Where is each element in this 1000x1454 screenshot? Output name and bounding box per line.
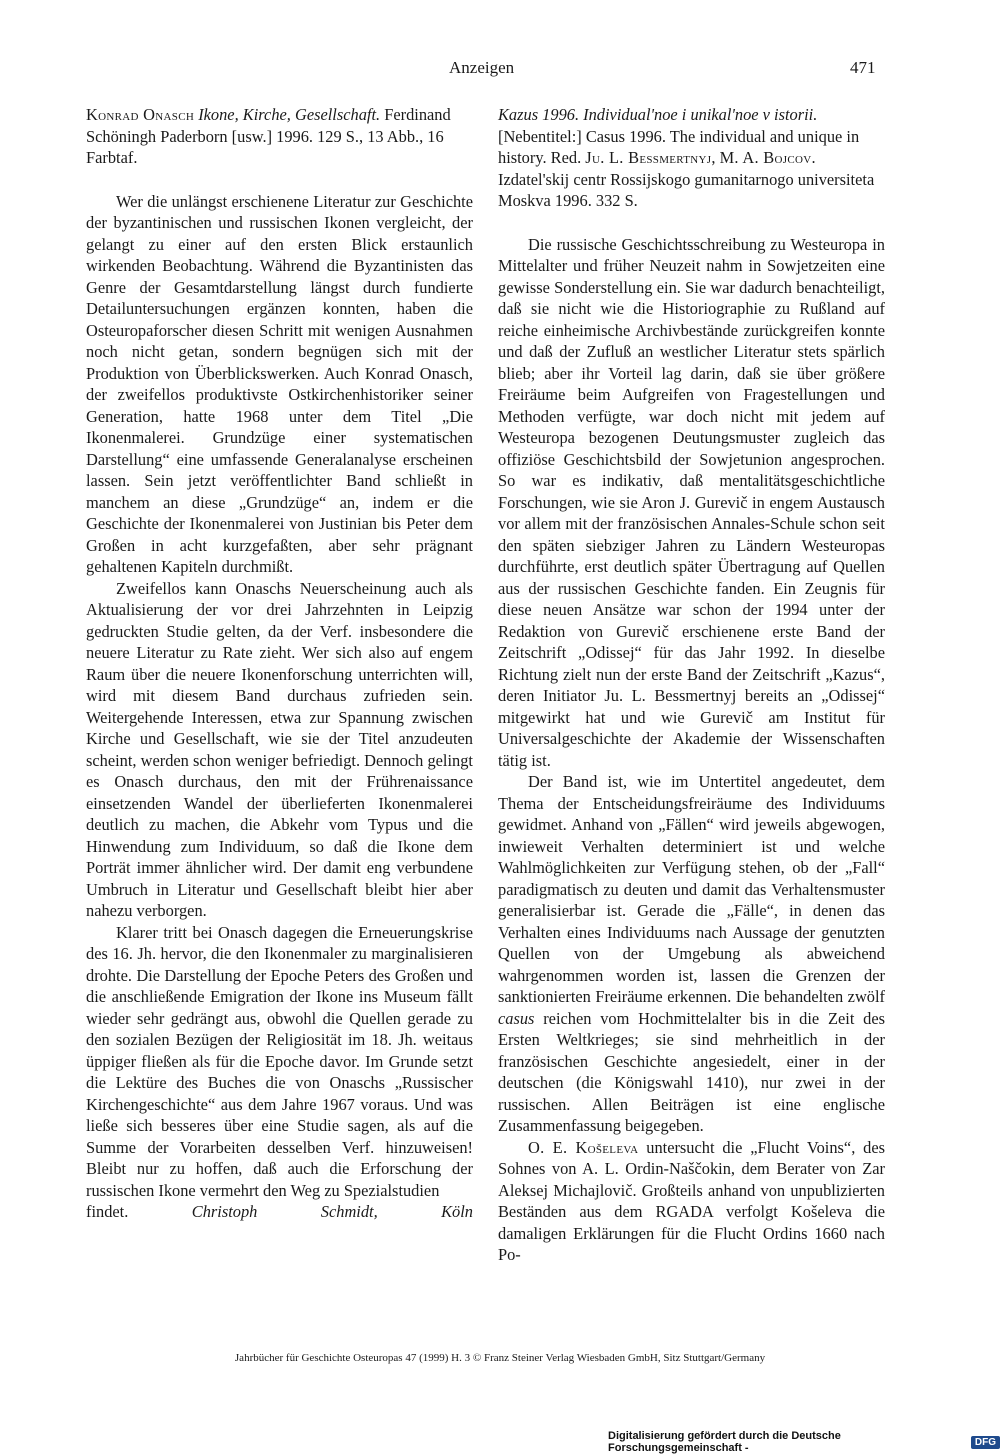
review-paragraph — [498, 1137, 885, 1266]
reviewer-signature: Christoph Schmidt, Köln — [191, 1202, 473, 1221]
contributor-name: O. E. Košeleva — [528, 1137, 639, 1157]
reviewed-publication-details: Ferdinand Schöningh Paderborn [usw.] 1996. 129 S., 13 Abb., 16 Farbtaf. — [86, 105, 451, 167]
journal-footer: Jahrbücher für Geschichte Osteuropas 47 (1999) H. 3 © Franz Steiner Verlag Wiesbaden GmbH, Sitz Stuttgart/Germany — [234, 1352, 766, 1364]
paragraph-text: Der Band ist, wie im Untertitel angedeutet, dem Thema der Entscheidungsfreiräume des Individuums gewidmet. Anhand von „Fällen“ wird jeweils abgewogen, inwieweit Verhalten determiniert ist und welche Wahlmöglichkeiten zur Verfügung stehen, ob der „Fall“ paradigmatisch zu deuten und damit das Verhaltensmuster generalisierbar ist. Gerade die „Fälle“, in denen das Verhalten eines Individuums nach Aussage der genutzten Quellen von der Umgebung als abweichend wahrgenommen worden ist, lassen die Grenzen der sanktionierten Freiräume erkennen. Die behandelten zwölf — [498, 772, 885, 1006]
reviewed-author: Konrad Onasch — [86, 105, 195, 124]
closing-line — [86, 1201, 473, 1223]
review-paragraph — [498, 771, 885, 1137]
running-head — [0, 58, 1000, 84]
editor-separator: , — [711, 148, 720, 167]
review-paragraph: Die russische Geschichtsschreibung zu Westeuropa in Mittelalter und früher Neuzeit nahm in Sowjetzeiten eine gewisse Sonderstellung ein. Sie war dadurch benachteiligt, daß sie nicht wie die Historiographie zu Rußland auf reiche einheimische Archivbestände zurückgreifen konnte und daß der Zufluß an westlicher Literatur stets spärlich blieb; aber ihr Vorteil lag darin, daß sie über größere Freiräume beim Aufgreifen von Fragestellungen und Methoden verfügte, war doch nicht mit jedem auf Westeuropa bezogenen Deutungsmuster zugleich das offiziöse Geschichtsbild der Sowjetunion angesprochen. So war es indikativ, daß mentalitätsgeschichtliche Forschungen, wie sie Aron J. Gurevič in engem Austausch vor allem mit der französischen Annales-Schule schon seit den späten siebziger Jahren zu Ländern Westeuropas durchführte, erst deutlich später Übertragung auf Quellen aus der russischen Geschichte fanden. Ein Zeugnis für diese neuen Ansätze war schon der 1994 unter der Redaktion von Gurevič erschienene erste Band der Zeitschrift „Odissej“ für das Jahr 1992. In dieselbe Richtung zielt nun der erste Band der Zeitschrift „Kazus“, deren Initiator Ju. L. Bessmertnyj bereits an „Odissej“ mitgewirkt hat und wie Gurevič am Institut für Universalgeschichte der Akademie der Wissenschaften tätig ist. — [498, 234, 885, 770]
reviewed-publication-details: [Nebentitel:] Casus 1996. The individual and unique in history. Red. — [498, 126, 860, 167]
review-paragraph: Klarer tritt bei Onasch dagegen die Erneuerungskrise des 16. Jh. hervor, die den Ikonenmaler zu marginalisieren drohte. Die Darstellung der Epoche Peters des Großen und die anschließende Emigration der Ikone ins Museum fällt wieder sehr gedrängt aus, obwohl die Quellen gerade zu den sozialen Bezügen der Religiosität im 18. Jh. weitaus üppiger fließen als für die Epoche davor. Im Grunde setzt die Lektüre des Buches die von Onaschs „Russischer Kirchengeschichte“ aus dem Jahre 1967 voraus. Und was ließe sich besseres über eine Studie sagen, als auf die Summe der Vorarbeiten desselben Verf. hinzuweisen! Bleibt nur zu hoffen, daß auch die Erforschung der russischen Ikone vermehrt den Weg zu Spezialstudien — [86, 922, 473, 1200]
review-paragraph: Zweifellos kann Onaschs Neuerscheinung auch als Aktualisierung der vor drei Jahrzehnten in Leipzig gedruckten Studie gelten, da der Verf. insbesondere die neuere Literatur zu Rate zieht. Wer sich also auf engem Raum über die neuere Ikonenforschung unterrichten will, wird mit diesem Band durchaus zufrieden sein. Weitergehende Interessen, etwa zur Spannung zwischen Kirche und Gesellschaft, wie sie der Titel anzudeuten scheint, werden schon weniger befriedigt. Dennoch gelingt es Onasch durchaus, den mit der Frührenaissance einsetzenden Wandel der überlieferten Ikonenmalerei deutlich zu machen, die Abkehr vom Typus und die Hinwendung zum Individuum, so daß die Ikone dem Porträt immer ähnlicher wird. Der damit eng verbundene Umbruch in Literatur und Gesellschaft bleibt hier aber nahezu verborgen. — [86, 578, 473, 920]
reviewed-publication-details: . Izdatel'skij centr Rossijskogo gumanitarnogo universiteta Moskva 1996. 332 S. — [498, 148, 875, 210]
editor-name: M. A. Bojcov — [719, 148, 812, 167]
closing-word: findet. — [86, 1202, 129, 1221]
reviewed-title: Ikone, Kirche, Gesellschaft. — [198, 105, 381, 124]
digitization-notice — [608, 1430, 1000, 1454]
paragraph-text: untersucht die „Flucht Voins“, des Sohnes von A. L. Ordin-Naščokin, dem Berater von Zar Aleksej Michajlovič. Großteils anhand von unpublizierten Beständen aus dem RGADA verfolgt Košeleva die damaligen Erklärungen für die Flucht Ordins 1660 nach Po- — [498, 1137, 885, 1264]
running-head-title: Anzeigen — [449, 58, 515, 77]
left-column — [86, 104, 473, 1223]
casus-term: casus — [498, 1008, 535, 1028]
review-paragraph: Wer die unlängst erschienene Literatur zur Geschichte der byzantinischen und russischen Ikonen vergleicht, der gelangt zu einer auf den ersten Blick erstaunlich wirkenden Beobachtung. Während die Byzantinisten das Genre der Gesamtdarstellung längst durch fundierte Detailuntersuchungen ergänzen konnten, haben die Osteuropaforscher diesen Schritt mit wenigen Ausnahmen noch nicht getan, sondern begnügen sich mit der Produktion von Überblickswerken. Auch Konrad Onasch, der zweifellos produktivste Ostkirchenhistoriker seiner Generation, hatte 1968 unter dem Titel „Die Ikonenmalerei. Grundzüge einer systematischen Darstellung“ eine umfassende Generalanalyse erscheinen lassen. Sein jetzt veröffentlichter Band schließt in manchem an diese „Grundzüge“ an, indem er die Geschichte der Ikonenmalerei von Justinian bis Peter dem Großen in acht kurzgefaßten, aber sehr prägnant gehaltenen Kapiteln durchmißt. — [86, 191, 473, 576]
digitization-notice-text: Digitalisierung gefördert durch die Deutsche Forschungsgemeinschaft - — [608, 1430, 841, 1454]
page-number: 471 — [850, 58, 876, 77]
right-column — [498, 104, 885, 1266]
paragraph-text: reichen vom Hochmittelalter bis in die Zeit des Ersten Weltkrieges; sie sind mehrheitlich in der französischen Geschichte angesiedelt, einer in der deutschen (die Königswahl 1410), nur zwei in der russischen. Allen Beiträgen ist eine englische Zusammenfassung beigegeben. — [498, 1008, 885, 1135]
dfg-logo: DFG — [971, 1436, 1000, 1449]
reviewed-title: Kazus 1996. Individual'noe i unikal'noe v istorii. — [498, 105, 818, 124]
review-reference-kazus — [498, 104, 885, 212]
review-reference-onasch — [86, 104, 473, 169]
editor-name: Ju. L. Bessmertnyj — [585, 148, 712, 167]
